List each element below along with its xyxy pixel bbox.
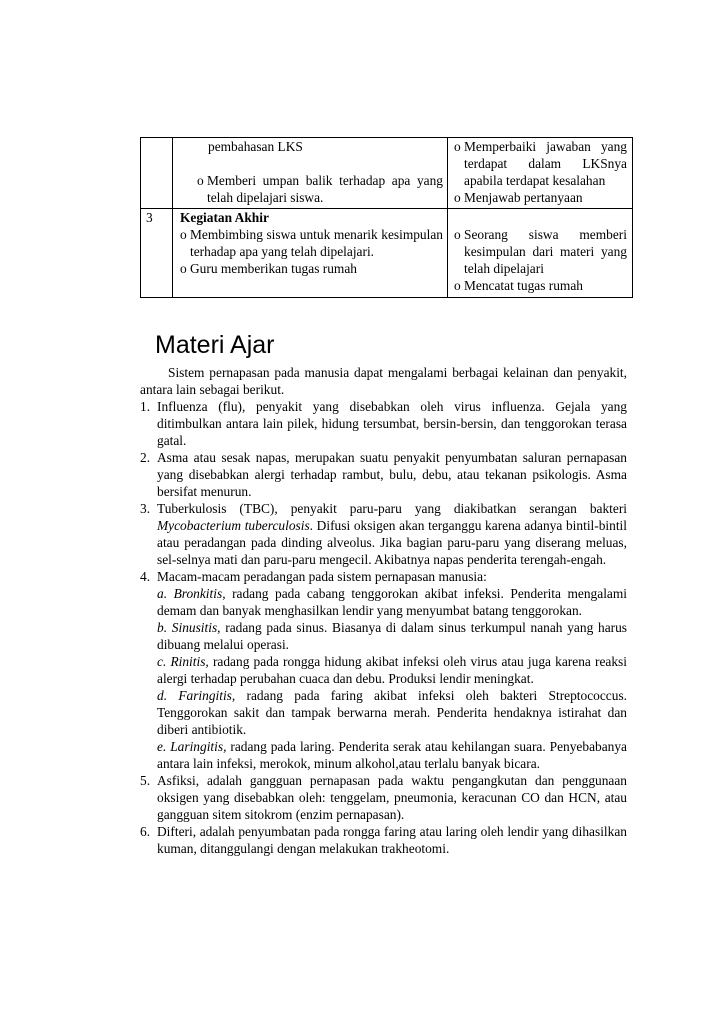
activity-text: Guru memberikan tugas rumah (190, 261, 357, 276)
bullet-icon: o (180, 227, 187, 242)
item-number: 6. (140, 824, 151, 839)
sub-item-label: e. Laringitis, (157, 739, 227, 754)
item-text: Asfiksi, adalah gangguan pernapasan pada waktu pengangkutan dan penggunaan oksigen yang disebabkan oleh: tenggelam, pneumonia, keracunan CO dan HCN, atau gangguan sitem sitokrom (enzim pernapasan). (157, 773, 627, 822)
student-activity-cell (448, 209, 633, 298)
activity-text: Membimbing siswa untuk menarik kesimpulan terhadap apa yang telah dipelajari. (190, 227, 443, 259)
sub-item-text: , radang pada cabang tenggorokan akibat infeksi. Penderita mengalami demam dan banyak menghasilkan lendir yang menyumbat batang tenggorokan. (157, 586, 627, 618)
species-name: Mycobacterium tuberculosis (157, 518, 310, 533)
item-number: 3. (140, 501, 151, 516)
activity-text: Memperbaiki jawaban yang terdapat dalam LKSnya apabila terdapat kesalahan (464, 139, 627, 188)
sub-item (140, 619, 627, 653)
row-number-cell: 3 (141, 209, 173, 298)
sub-item-text: radang pada laring. Penderita serak atau kehilangan suara. Penyebabanya antara lain infeksi, merokok, minum alkohol,atau terlalu banyak bicara. (157, 739, 627, 771)
list-item (140, 398, 627, 449)
bullet-icon: o (454, 190, 461, 205)
item-number: 4. (140, 569, 151, 584)
list-item (454, 138, 627, 189)
item-text: Asma atau sesak napas, merupakan suatu penyakit penyumbatan saluran pernapasan yang disebabkan alergi terhadap rambut, bulu, debu, atau tekanan psikologis. Asma bersifat menurun. (157, 450, 627, 499)
lesson-activity-table (140, 137, 633, 298)
teacher-activity-cell (173, 209, 448, 298)
item-number: 2. (140, 450, 151, 465)
list-item (454, 189, 627, 206)
item-text: Influenza (flu), penyakit yang disebabkan oleh virus influenza. Gejala yang ditimbulkan antara lain pilek, hidung tersumbat, bersin-bersin, dan tenggorokan terasa gatal. (157, 399, 627, 448)
item-number: 5. (140, 773, 151, 788)
sub-item-text: radang pada rongga hidung akibat infeksi oleh virus atau juga karena reaksi alergi terhadap perubahan cuaca dan debu. Produksi lendir meningkat. (157, 654, 627, 686)
activity-text: Mencatat tugas rumah (464, 278, 583, 293)
activity-text: pembahasan LKS (208, 139, 303, 154)
list-item (140, 500, 627, 568)
sub-item (140, 687, 627, 738)
list-item (454, 277, 627, 294)
list-item (454, 226, 627, 277)
intro-paragraph: Sistem pernapasan pada manusia dapat mengalami berbagai kelainan dan penyakit, antara lain sebagai berikut. (140, 365, 627, 397)
bullet-icon: o (180, 261, 187, 276)
list-item (180, 172, 443, 206)
activity-text: Seorang siswa memberi kesimpulan dari materi yang telah dipelajari (464, 227, 627, 276)
sub-item-label: b. Sinusitis (157, 620, 218, 635)
list-item (180, 226, 443, 260)
item-text: Difteri, adalah penyumbatan pada rongga faring atau laring oleh lendir yang dihasilkan kuman, ditanggulangi dengan melakukan trakheotomi. (157, 824, 627, 856)
table-row (141, 209, 633, 298)
item-text: Macam-macam peradangan pada sistem pernapasan manusia: (157, 569, 487, 584)
sub-item-text: radang pada faring akibat infeksi oleh bakteri Streptococcus. Tenggorokan sakit dan tampak berwarna merah. Penderita hendaknya istirahat dan diberi antibiotik. (157, 688, 627, 737)
row-number-cell (141, 138, 173, 209)
item-text (157, 500, 627, 568)
bullet-icon: o (197, 173, 204, 188)
list-item (140, 568, 627, 585)
item-number: 1. (140, 399, 151, 414)
section-title: Kegiatan Akhir (180, 210, 269, 225)
sub-item-text: , radang pada sinus. Biasanya di dalam sinus terkumpul nanah yang harus dibuang melalui operasi. (157, 620, 627, 652)
bullet-icon: o (454, 227, 461, 242)
item-text-part: . Difusi oksigen akan terganggu karena adanya bintil-bintil atau peradangan pada dinding alveolus. Jika bagian paru-paru yang diserang meluas, sel-selnya mati dan paru-paru mengecil. Akibatnya napas penderita terengah-engah. (157, 518, 627, 567)
material-content (140, 364, 627, 857)
activity-text: Menjawab pertanyaan (464, 190, 583, 205)
sub-item-label: c. Rinitis, (157, 654, 209, 669)
sub-item (140, 653, 627, 687)
bullet-icon: o (454, 139, 461, 154)
list-item (140, 772, 627, 823)
item-text-part: Tuberkulosis (TBC), penyakit paru-paru yang diakibatkan serangan bakteri (157, 501, 627, 516)
list-item (180, 260, 443, 277)
list-item (140, 449, 627, 500)
section-heading: Materi Ajar (155, 331, 275, 359)
sub-item (140, 585, 627, 619)
teacher-activity-cell (173, 138, 448, 209)
sub-item (140, 738, 627, 772)
table-row (141, 138, 633, 209)
activity-text: Memberi umpan balik terhadap apa yang telah dipelajari siswa. (207, 173, 443, 205)
list-item (140, 823, 627, 857)
bullet-icon: o (454, 278, 461, 293)
student-activity-cell (448, 138, 633, 209)
sub-item-label: a. Bronkitis (157, 586, 223, 601)
sub-item-label: d. Faringitis, (157, 688, 236, 703)
